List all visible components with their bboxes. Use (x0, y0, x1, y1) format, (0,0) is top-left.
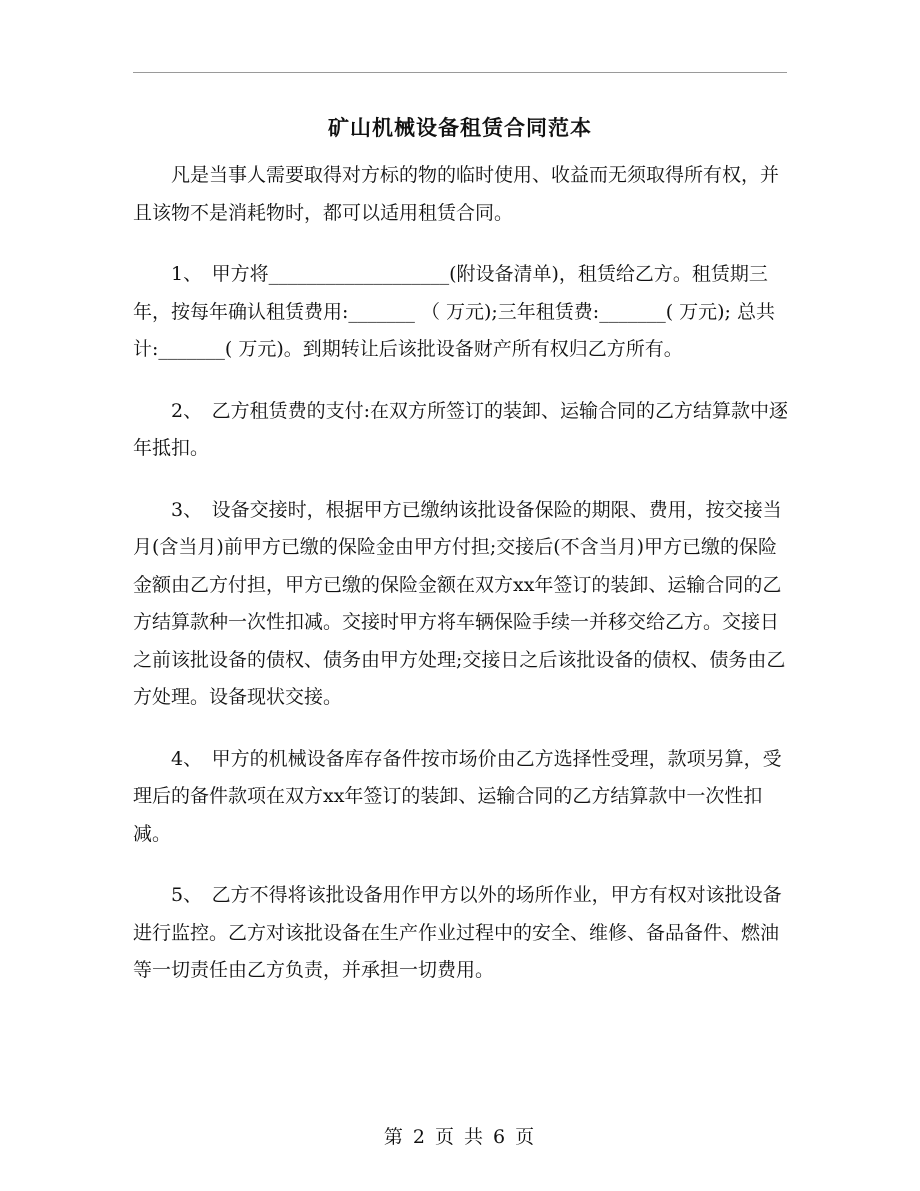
document-title: 矿山机械设备租赁合同范本 (328, 115, 592, 140)
clause-4: 4、 甲方的机械设备库存备件按市场价由乙方选择性受理，款项另算，受理后的备件款项在双方xx年签订的装卸、运输合同的乙方结算款中一次性扣减。 (133, 747, 782, 845)
clause-1: 1、 甲方将___________________(附设备清单)，租赁给乙方。租赁期三年，按每年确认租赁费用:_______ （ 万元);三年租赁费:_______( 万元); 总共计:_______( 万元)。到期转让后该批设备财产所有权归乙方所有。 (133, 263, 776, 360)
clause-2: 2、 乙方租赁费的支付:在双方所签订的装卸、运输合同的乙方结算款中逐年抵扣。 (133, 399, 788, 459)
clause-3: 3、 设备交接时，根据甲方已缴纳该批设备保险的期限、费用，按交接当月(含当月)前甲方已缴的保险金由甲方付担;交接后(不含当月)甲方已缴的保险金额由乙方付担，甲方已缴的保险金额在双方xx年签订的装卸、运输合同的乙方结算款种一次性扣减。交接时甲方将车辆保险手续一并移交给乙方。交接日之前该批设备的债权、债务由甲方处理;交接日之后该批设备的债权、债务由乙方处理。设备现状交接。 (133, 498, 786, 708)
document-body (133, 157, 793, 1014)
intro-paragraph: 凡是当事人需要取得对方标的物的临时使用、收益而无须取得所有权，并且该物不是消耗物时，都可以适用租赁合同。 (133, 164, 780, 224)
clause-5: 5、 乙方不得将该批设备用作甲方以外的场所作业，甲方有权对该批设备进行监控。乙方对该批设备在生产作业过程中的安全、维修、备品备件、燃油等一切责任由乙方负责，并承担一切费用。 (133, 884, 782, 981)
header-rule (133, 72, 787, 73)
page-number: 第 2 页 共 6 页 (383, 1126, 537, 1148)
